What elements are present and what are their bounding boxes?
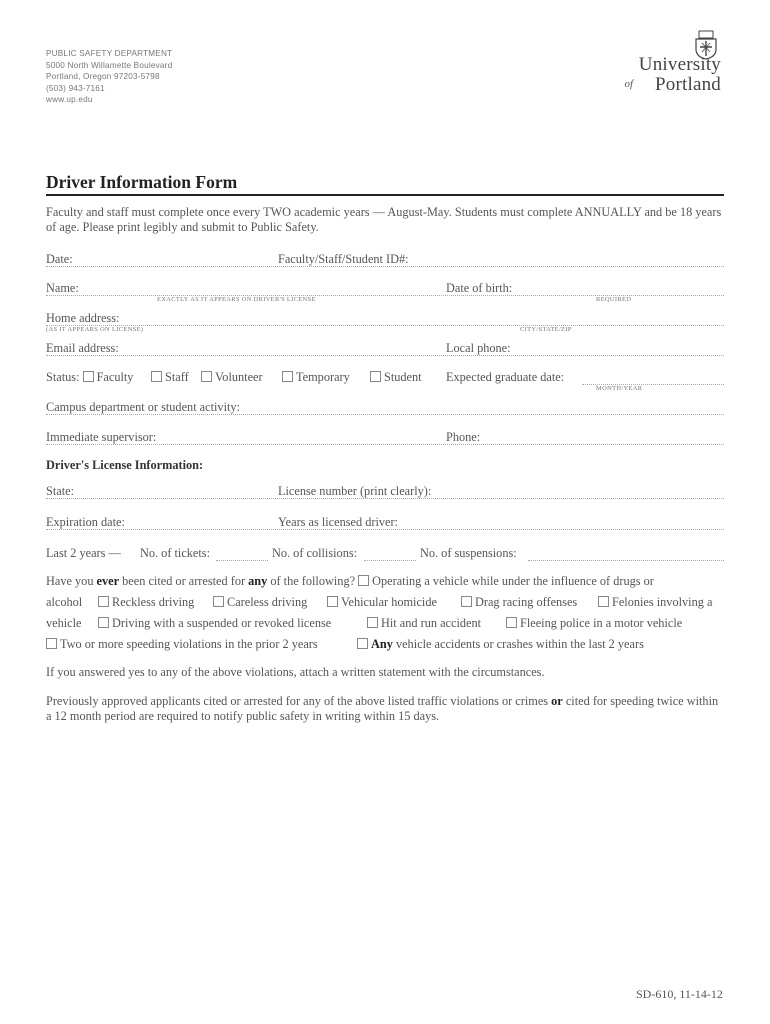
address-line: (503) 943-7161 — [46, 83, 105, 93]
felonies-label-cont: vehicle — [46, 616, 82, 630]
status-staff-checkbox[interactable] — [151, 371, 162, 382]
vehicular-homicide-checkbox[interactable] — [327, 596, 338, 607]
logo-university: University — [638, 54, 721, 75]
suspensions-field[interactable] — [528, 560, 724, 561]
vehicle-accidents-label: vehicle accidents or crashes within the last 2 years — [395, 637, 644, 651]
home-address-label: Home address: — [46, 311, 120, 325]
attach-statement-note: If you answered yes to any of the above violations, attach a written statement with the circumstances. — [46, 665, 545, 679]
question-text: Have you — [46, 574, 94, 588]
university-logo — [585, 30, 725, 96]
question-text: of the following? — [270, 574, 356, 588]
status-volunteer-checkbox[interactable] — [201, 371, 212, 382]
name-hint: EXACTLY AS IT APPEARS ON DRIVER'S LICENSE — [157, 296, 316, 303]
local-phone-label: Local phone: — [446, 341, 511, 355]
name-label: Name: — [46, 281, 79, 295]
hit-and-run-label: Hit and run accident — [381, 616, 482, 630]
license-state-label: State: — [46, 484, 75, 498]
supervisor-label: Immediate supervisor: — [46, 430, 157, 444]
supervisor-phone-field[interactable] — [46, 444, 724, 445]
form-code: SD-610, 11-14-12 — [636, 987, 723, 1001]
speeding-violations-checkbox[interactable] — [46, 638, 57, 649]
license-section-heading: Driver's License Information: — [46, 458, 204, 472]
violations-row-2 — [46, 595, 82, 610]
hit-and-run-checkbox[interactable] — [367, 617, 378, 628]
fleeing-police-checkbox[interactable] — [506, 617, 517, 628]
email-label: Email address: — [46, 341, 119, 355]
last-two-years-label: Last 2 years — — [46, 546, 121, 560]
dob-label: Date of birth: — [446, 281, 513, 295]
suspended-license-label: Driving with a suspended or revoked license — [112, 616, 332, 630]
question-text: been cited or arrested for — [122, 574, 246, 588]
dob-hint: REQUIRED — [596, 296, 632, 303]
email-phone-field[interactable] — [46, 355, 724, 356]
status-student-label: Student — [384, 370, 422, 384]
years-licensed-label: Years as licensed driver: — [278, 515, 398, 529]
expiration-label: Expiration date: — [46, 515, 125, 529]
address-line: 5000 North Willamette Boulevard — [46, 60, 173, 70]
violations-question — [46, 574, 654, 589]
address-line: www.up.edu — [46, 95, 93, 105]
form-instructions: Faculty and staff must complete once every TWO academic years — August-May. Students must complete ANNUALLY and be 18 years of age. Please print legibly and submit to Public Safety. — [46, 205, 722, 234]
status-temporary-label: Temporary — [296, 370, 350, 384]
question-ever: ever — [96, 574, 120, 588]
city-state-zip-hint: CITY/STATE/ZIP — [520, 326, 572, 333]
expiration-years-field[interactable] — [46, 529, 724, 530]
status-student-checkbox[interactable] — [370, 371, 381, 382]
status-faculty-checkbox[interactable] — [83, 371, 94, 382]
tickets-field[interactable] — [216, 560, 268, 561]
date-label: Date: — [46, 252, 73, 266]
status-label: Status: — [46, 370, 80, 384]
status-volunteer-label: Volunteer — [215, 370, 263, 384]
collisions-field[interactable] — [364, 560, 416, 561]
phone-label: Phone: — [446, 430, 481, 444]
grad-date-hint: MONTH/YEAR — [596, 385, 643, 392]
drag-racing-checkbox[interactable] — [461, 596, 472, 607]
title-divider — [46, 194, 724, 196]
felonies-label: Felonies involving a — [612, 595, 713, 609]
campus-dept-field[interactable] — [46, 414, 724, 415]
campus-dept-label: Campus department or student activity: — [46, 400, 240, 414]
status-faculty-label: Faculty — [96, 370, 134, 384]
careless-driving-checkbox[interactable] — [213, 596, 224, 607]
prior-approval-text: cited for speeding twice within a 12 month period are required to notify public safety in writing within 15 days. — [46, 694, 719, 723]
license-state-number-field[interactable] — [46, 498, 724, 499]
vehicle-accidents-any: Any — [371, 637, 393, 651]
reckless-driving-checkbox[interactable] — [98, 596, 109, 607]
license-number-label: License number (print clearly): — [278, 484, 432, 498]
careless-driving-label: Careless driving — [227, 595, 308, 609]
vehicular-homicide-label: Vehicular homicide — [341, 595, 437, 609]
logo-of: of — [624, 78, 633, 90]
status-row — [46, 370, 133, 385]
dui-label-cont: alcohol — [46, 595, 83, 609]
dui-label: Operating a vehicle while under the influence of drugs or — [372, 574, 654, 588]
prior-approval-note — [46, 694, 726, 724]
address-line: Portland, Oregon 97203-5798 — [46, 72, 160, 82]
status-temporary-checkbox[interactable] — [282, 371, 293, 382]
address-line: PUBLIC SAFETY DEPARTMENT — [46, 49, 173, 58]
home-address-field[interactable] — [46, 325, 724, 326]
question-any: any — [248, 574, 268, 588]
grad-date-label: Expected graduate date: — [446, 370, 565, 384]
reckless-driving-label: Reckless driving — [112, 595, 195, 609]
dui-checkbox[interactable] — [358, 575, 369, 586]
prior-approval-text: Previously approved applicants cited or arrested for any of the above listed traffic violations or crimes — [46, 694, 549, 708]
drag-racing-label: Drag racing offenses — [475, 595, 578, 609]
date-id-field[interactable] — [46, 266, 724, 267]
form-title: Driver Information Form — [46, 172, 238, 192]
logo-portland: Portland — [655, 74, 721, 95]
vehicle-accidents-checkbox[interactable] — [357, 638, 368, 649]
tickets-label: No. of tickets: — [140, 546, 211, 560]
prior-approval-or: or — [551, 694, 563, 708]
suspended-license-checkbox[interactable] — [98, 617, 109, 628]
home-address-hint: (AS IT APPEARS ON LICENSE) — [46, 326, 144, 333]
status-staff-label: Staff — [165, 370, 189, 384]
collisions-label: No. of collisions: — [272, 546, 358, 560]
speeding-violations-label: Two or more speeding violations in the prior 2 years — [60, 637, 318, 651]
fleeing-police-label: Fleeing police in a motor vehicle — [520, 616, 683, 630]
id-label: Faculty/Staff/Student ID#: — [278, 252, 409, 266]
felonies-checkbox[interactable] — [598, 596, 609, 607]
department-address — [46, 48, 172, 106]
suspensions-label: No. of suspensions: — [420, 546, 517, 560]
